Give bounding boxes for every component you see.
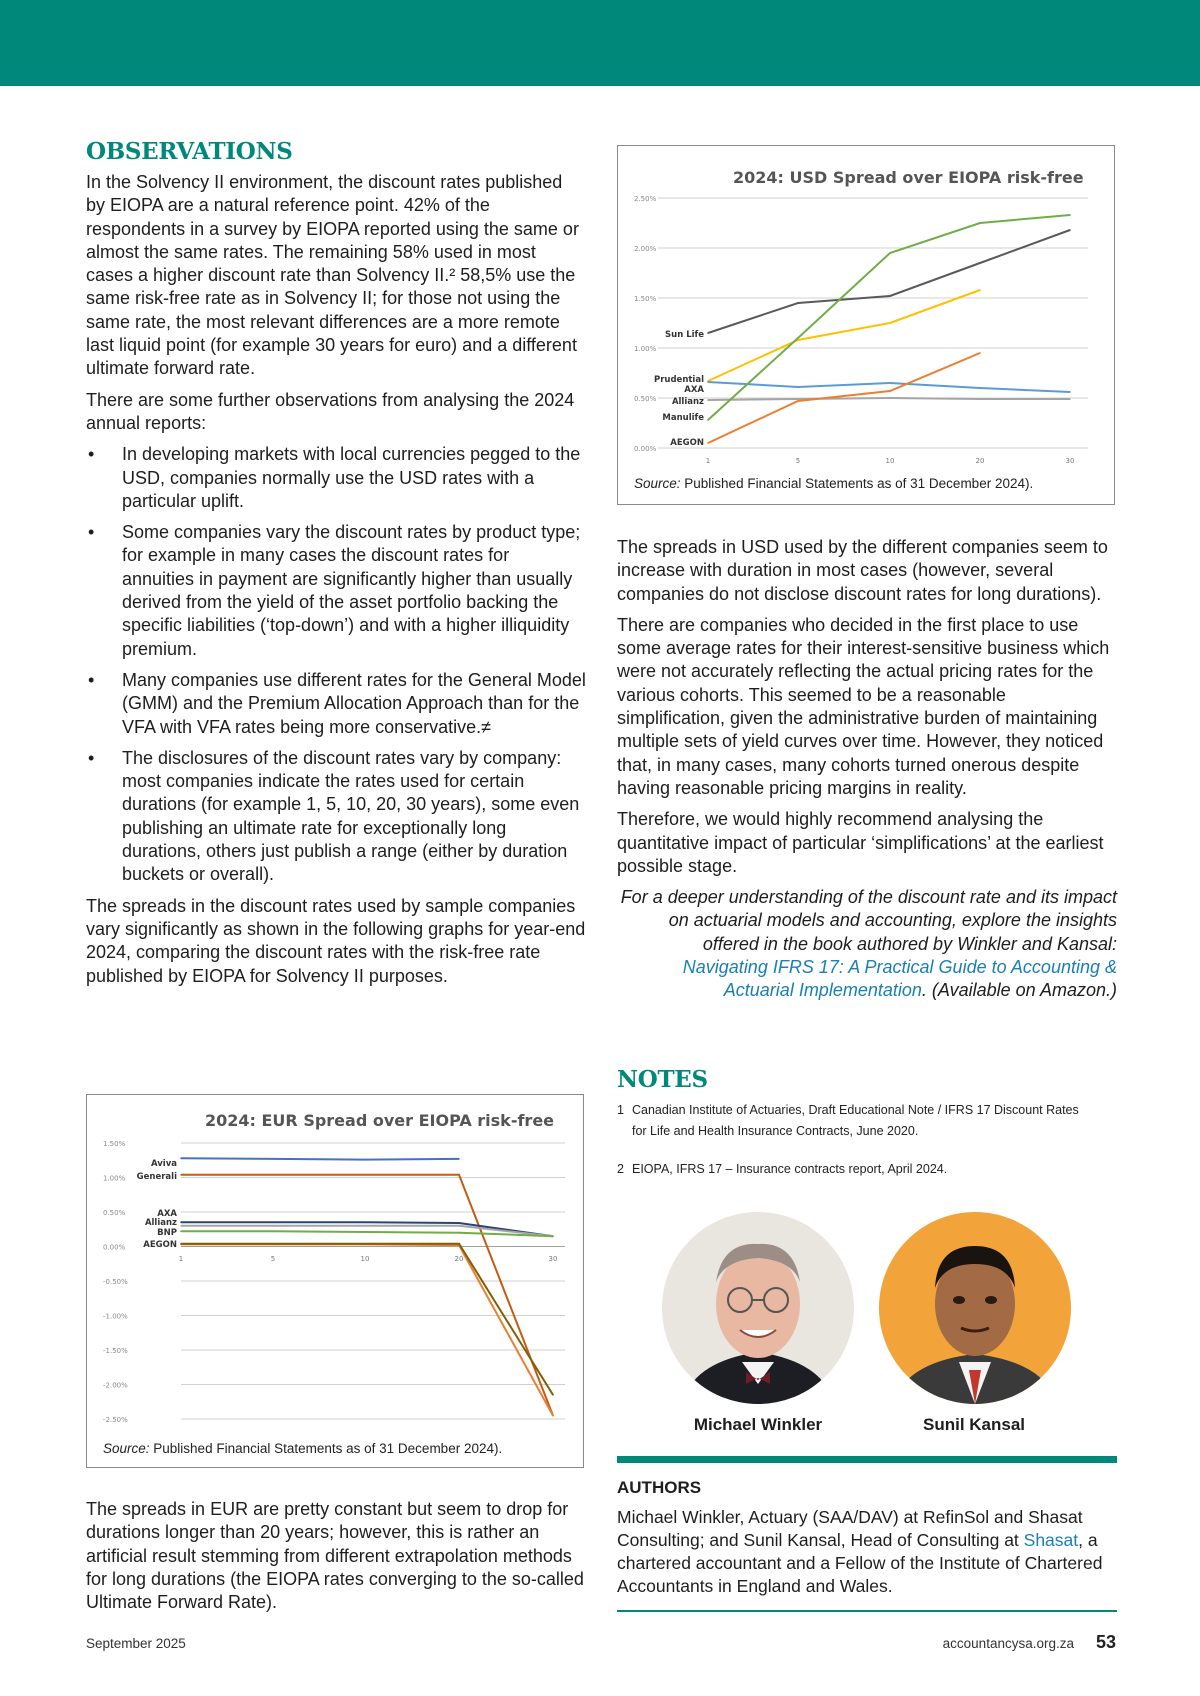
usd-data-point: [707, 419, 709, 421]
usd-x-tick-label: 30: [1065, 457, 1075, 465]
eur-chart: [87, 1095, 583, 1425]
eur-y-tick-label: -1.50%: [103, 1347, 128, 1355]
author-photo-kansal: [879, 1212, 1071, 1404]
note-text: EIOPA, IFRS 17 – Insurance contracts report, April 2024.: [632, 1162, 948, 1176]
usd-series-line: [708, 290, 980, 381]
eur-series-label: Aviva: [150, 1159, 177, 1169]
eur-x-tick-label: 1: [178, 1255, 184, 1263]
right-column-text: [617, 536, 1117, 1011]
eur-data-point: [364, 1159, 366, 1161]
usd-chart-frame: [617, 145, 1115, 505]
header-band: [0, 0, 1200, 86]
usd-source-label: Source:: [634, 476, 681, 491]
usd-data-point: [797, 302, 799, 304]
cohorts-para: There are companies who decided in the first place to use some average rates for their interest-sensitive business which were not accurately reflecting the actual pricing rates for the various cohorts. This seemed to be a reasonable simplification, given the administrative burden of maintaining multiple sets of yield curves over time. However, they noticed that, in many cases, many cohorts turned onerous despite having reasonable pricing margins in reality.: [617, 614, 1110, 798]
usd-series-label: Prudential: [654, 375, 704, 385]
eur-data-point: [552, 1415, 554, 1417]
eur-series-line: [181, 1231, 553, 1236]
usd-data-point: [979, 262, 981, 264]
eur-commentary: [86, 1498, 596, 1622]
eur-x-tick-label: 30: [548, 1255, 558, 1263]
avatar-sunil-kansal: [879, 1212, 1071, 1404]
usd-x-tick-label: 1: [705, 457, 711, 465]
note-number: 1: [617, 1103, 624, 1117]
bullet-text: In developing markets with local currencies pegged to the USD, companies normally use the USD rates with a particular uplift.: [122, 444, 581, 511]
usd-y-tick-label: 1.50%: [634, 295, 657, 303]
eur-data-point: [180, 1231, 182, 1233]
eur-data-point: [180, 1222, 182, 1224]
authors-heading: AUTHORS: [617, 1478, 702, 1497]
eur-series-label: AEGON: [143, 1240, 177, 1250]
eur-commentary-para: The spreads in EUR are pretty constant but seem to drop for durations longer than 20 years; however, this is rather an artificial result stemming from different extrapolation methods for long durations (the EIOPA rates converging to the so-called Ultimate Forward Rate).: [86, 1499, 584, 1613]
usd-series-label: AXA: [684, 385, 704, 395]
usd-data-point: [707, 381, 709, 383]
usd-data-point: [1069, 391, 1071, 393]
usd-series-label: Allianz: [671, 397, 704, 407]
eur-data-point: [364, 1174, 366, 1176]
usd-data-point: [1069, 398, 1071, 400]
shasat-link[interactable]: Shasat: [1023, 1530, 1079, 1550]
usd-data-point: [797, 386, 799, 388]
usd-data-point: [797, 400, 799, 402]
eur-data-point: [180, 1243, 182, 1245]
note-item-2: [617, 1159, 1117, 1180]
note-number: 2: [617, 1162, 624, 1176]
eur-data-point: [272, 1222, 274, 1224]
usd-data-point: [889, 382, 891, 384]
usd-series-label: Manulife: [662, 413, 704, 423]
usd-data-point: [979, 352, 981, 354]
eur-y-tick-label: 0.50%: [103, 1209, 126, 1217]
observations-heading: OBSERVATIONS: [86, 138, 293, 165]
usd-y-tick-label: 2.00%: [634, 245, 657, 253]
eur-source-text: Published Financial Statements as of 31 December 2024).: [149, 1441, 503, 1456]
observations-para-1: In the Solvency II environment, the discount rates published by EIOPA are a natural reference point. 42% of the respondents in a survey by EIOPA reported using the same or almost the same rates. The remaining 58% used in most cases a higher discount rate than Solvency II.² 58,5% use the same risk-free rate as in Solvency II; for those not using the same rate, the most relevant differences are a more remote last liquid point (for example 30 years for euro) and a different ultimate forward rate.: [86, 172, 579, 379]
avatar-michael-winkler: [662, 1212, 854, 1404]
eur-data-point: [552, 1394, 554, 1396]
usd-chart: [618, 146, 1114, 471]
eur-data-point: [272, 1174, 274, 1176]
note-text: Canadian Institute of Actuaries, Draft Educational Note / IFRS 17 Discount Rates: [632, 1103, 1079, 1117]
bullet-dot: •: [88, 444, 95, 465]
usd-data-point: [979, 387, 981, 389]
eur-data-point: [272, 1225, 274, 1227]
eur-chart-source: [103, 1441, 502, 1456]
eur-y-tick-label: 1.00%: [103, 1174, 126, 1183]
bullet-item: [86, 669, 586, 739]
usd-x-tick-label: 5: [795, 457, 801, 465]
authors-divider: [617, 1456, 1117, 1463]
eur-data-point: [180, 1174, 182, 1176]
book-link[interactable]: Navigating IFRS 17: A Practical Guide to Accounting & Actuarial Implementation: [682, 957, 1117, 1001]
bullet-item: [86, 521, 586, 661]
bullet-text: Many companies use different rates for the General Model (GMM) and the Premium Allocation Approach than for the VFA with VFA rates being more conservative.≠: [122, 669, 586, 737]
page-number: 53: [1095, 1632, 1116, 1652]
usd-data-point: [707, 442, 709, 444]
usd-series-label: AEGON: [670, 438, 704, 448]
author-name-kansal: Sunil Kansal: [922, 1415, 1026, 1434]
eur-data-point: [364, 1243, 366, 1245]
authors-bio: [617, 1506, 1117, 1598]
observations-bullet-list: [86, 443, 586, 886]
footer-date: September 2025: [86, 1636, 186, 1651]
eur-x-tick-label: 10: [360, 1255, 370, 1263]
eur-data-point: [458, 1174, 460, 1176]
eur-series-label: Allianz: [144, 1218, 177, 1228]
eur-source-label: Source:: [103, 1441, 150, 1456]
eur-y-tick-label: -2.00%: [103, 1381, 128, 1390]
eur-chart-title: 2024: EUR Spread over EIOPA risk-free: [205, 1111, 555, 1130]
authors-bio-intro: Michael Winkler, Actuary (SAA/DAV) at RefinSol and Shasat Consulting; and Sunil Kansal, Head of Consulting at: [617, 1507, 1083, 1550]
eur-data-point: [272, 1243, 274, 1245]
recommendation-para: Therefore, we would highly recommend analysing the quantitative impact of particular ‘simplifications’ at the earliest possible stage.: [617, 809, 1104, 876]
bullet-text: The disclosures of the discount rates vary by company: most companies indicate the rates used for certain durations (for example 1, 5, 10, 20, 30 years), some even publishing an ultimate rate for exceptionally long durations, others just publish a range (either by duration buckets or overall).: [122, 747, 580, 885]
eur-x-tick-label: 20: [454, 1255, 464, 1263]
usd-data-point: [707, 399, 709, 401]
bullet-dot: •: [88, 522, 95, 543]
eur-data-point: [458, 1222, 460, 1224]
usd-data-point: [797, 398, 799, 400]
notes-heading: NOTES: [617, 1066, 708, 1093]
usd-data-point: [889, 397, 891, 399]
usd-source-text: Published Financial Statements as of 31 December 2024).: [680, 476, 1034, 491]
eur-data-point: [180, 1225, 182, 1227]
eur-y-tick-label: -0.50%: [103, 1278, 128, 1286]
usd-series-line: [708, 230, 1070, 333]
left-column: [86, 138, 586, 996]
usd-y-tick-label: 2.50%: [634, 195, 657, 203]
usd-chart-source: [634, 476, 1033, 491]
eur-data-point: [272, 1158, 274, 1160]
usd-data-point: [889, 390, 891, 392]
usd-y-tick-label: 1.00%: [634, 345, 657, 353]
bullet-dot: •: [88, 747, 95, 768]
usd-x-tick-label: 10: [885, 457, 895, 465]
eur-data-point: [552, 1235, 554, 1237]
bullet-item: [86, 443, 586, 513]
eur-series-line: [178, 1175, 553, 1416]
observations-para-3: The spreads in the discount rates used by sample companies vary significantly as shown in the following graphs for year-end 2024, comparing the discount rates with the risk-free rate published by EIOPA for Solvency II purposes.: [86, 895, 586, 986]
eur-data-point: [458, 1158, 460, 1160]
eur-series-line: [181, 1158, 459, 1159]
eur-data-point: [364, 1231, 366, 1233]
eur-series-label: Generali: [136, 1172, 177, 1182]
usd-chart-title: 2024: USD Spread over EIOPA risk-free: [733, 168, 1084, 187]
eur-y-tick-label: -2.50%: [103, 1416, 128, 1424]
usd-series-label: Sun Life: [665, 330, 704, 340]
eur-series-label: AXA: [157, 1209, 177, 1219]
usd-data-point: [1069, 214, 1071, 216]
usd-x-tick-label: 20: [975, 457, 985, 465]
usd-data-point: [889, 252, 891, 254]
eur-chart-frame: [86, 1094, 584, 1468]
eur-y-tick-label: 0.00%: [103, 1243, 126, 1252]
usd-y-tick-label: 0.00%: [634, 445, 657, 453]
note-item-1: [617, 1100, 1117, 1121]
author-photo-winkler: [662, 1212, 854, 1404]
usd-data-point: [797, 337, 799, 339]
usd-data-point: [979, 289, 981, 291]
eur-data-point: [364, 1225, 366, 1227]
usd-data-point: [1069, 229, 1071, 231]
footer-website[interactable]: accountancysa.org.za: [942, 1636, 1074, 1651]
eur-series-label: BNP: [157, 1228, 177, 1238]
eur-data-point: [272, 1231, 274, 1233]
book-promo: [617, 886, 1117, 1002]
author-name-winkler: Michael Winkler: [693, 1415, 823, 1434]
usd-data-point: [707, 332, 709, 334]
book-promo-intro: For a deeper understanding of the discount rate and its impact on actuarial models and accounting, explore the insights offered in the book authored by Winkler and Kansal:: [620, 887, 1117, 954]
bullet-text: Some companies vary the discount rates by product type; for example in many cases the discount rates for annuities in payment are significantly higher than usually derived from the yield of the asset portfolio backing the specific liabilities (‘top-down’) and with a higher illiquidity premium.: [122, 522, 581, 659]
eur-data-point: [180, 1157, 182, 1159]
eur-data-point: [458, 1225, 460, 1227]
usd-data-point: [979, 398, 981, 400]
bullet-dot: •: [88, 669, 95, 690]
usd-data-point: [889, 322, 891, 324]
bottom-divider: [617, 1610, 1117, 1612]
observations-para-2: There are some further observations from analysing the 2024 annual reports:: [86, 389, 575, 433]
note-item-1-cont: for Life and Health Insurance Contracts, June 2020.: [632, 1124, 919, 1138]
eur-data-point: [458, 1243, 460, 1245]
eur-data-point: [364, 1222, 366, 1224]
eur-y-tick-label: 1.50%: [103, 1140, 126, 1148]
usd-y-tick-label: 0.50%: [634, 395, 657, 403]
eur-data-point: [458, 1232, 460, 1234]
bullet-item: [86, 747, 586, 887]
book-promo-availability: . (Available on Amazon.): [921, 980, 1117, 1001]
eur-series-line: [178, 1244, 553, 1395]
usd-data-point: [979, 222, 981, 224]
authors-bio-rest: , a chartered accountant and a Fellow of the Institute of Chartered Accountants in England and Wales.: [617, 1530, 1103, 1596]
usd-data-point: [889, 295, 891, 297]
eur-x-tick-label: 5: [270, 1255, 276, 1263]
usd-commentary-para: The spreads in USD used by the different companies seem to increase with duration in most cases (however, several companies do not disclose discount rates for long durations).: [617, 537, 1108, 604]
eur-y-tick-label: -1.00%: [103, 1312, 128, 1321]
notes-list: [617, 1100, 1117, 1180]
